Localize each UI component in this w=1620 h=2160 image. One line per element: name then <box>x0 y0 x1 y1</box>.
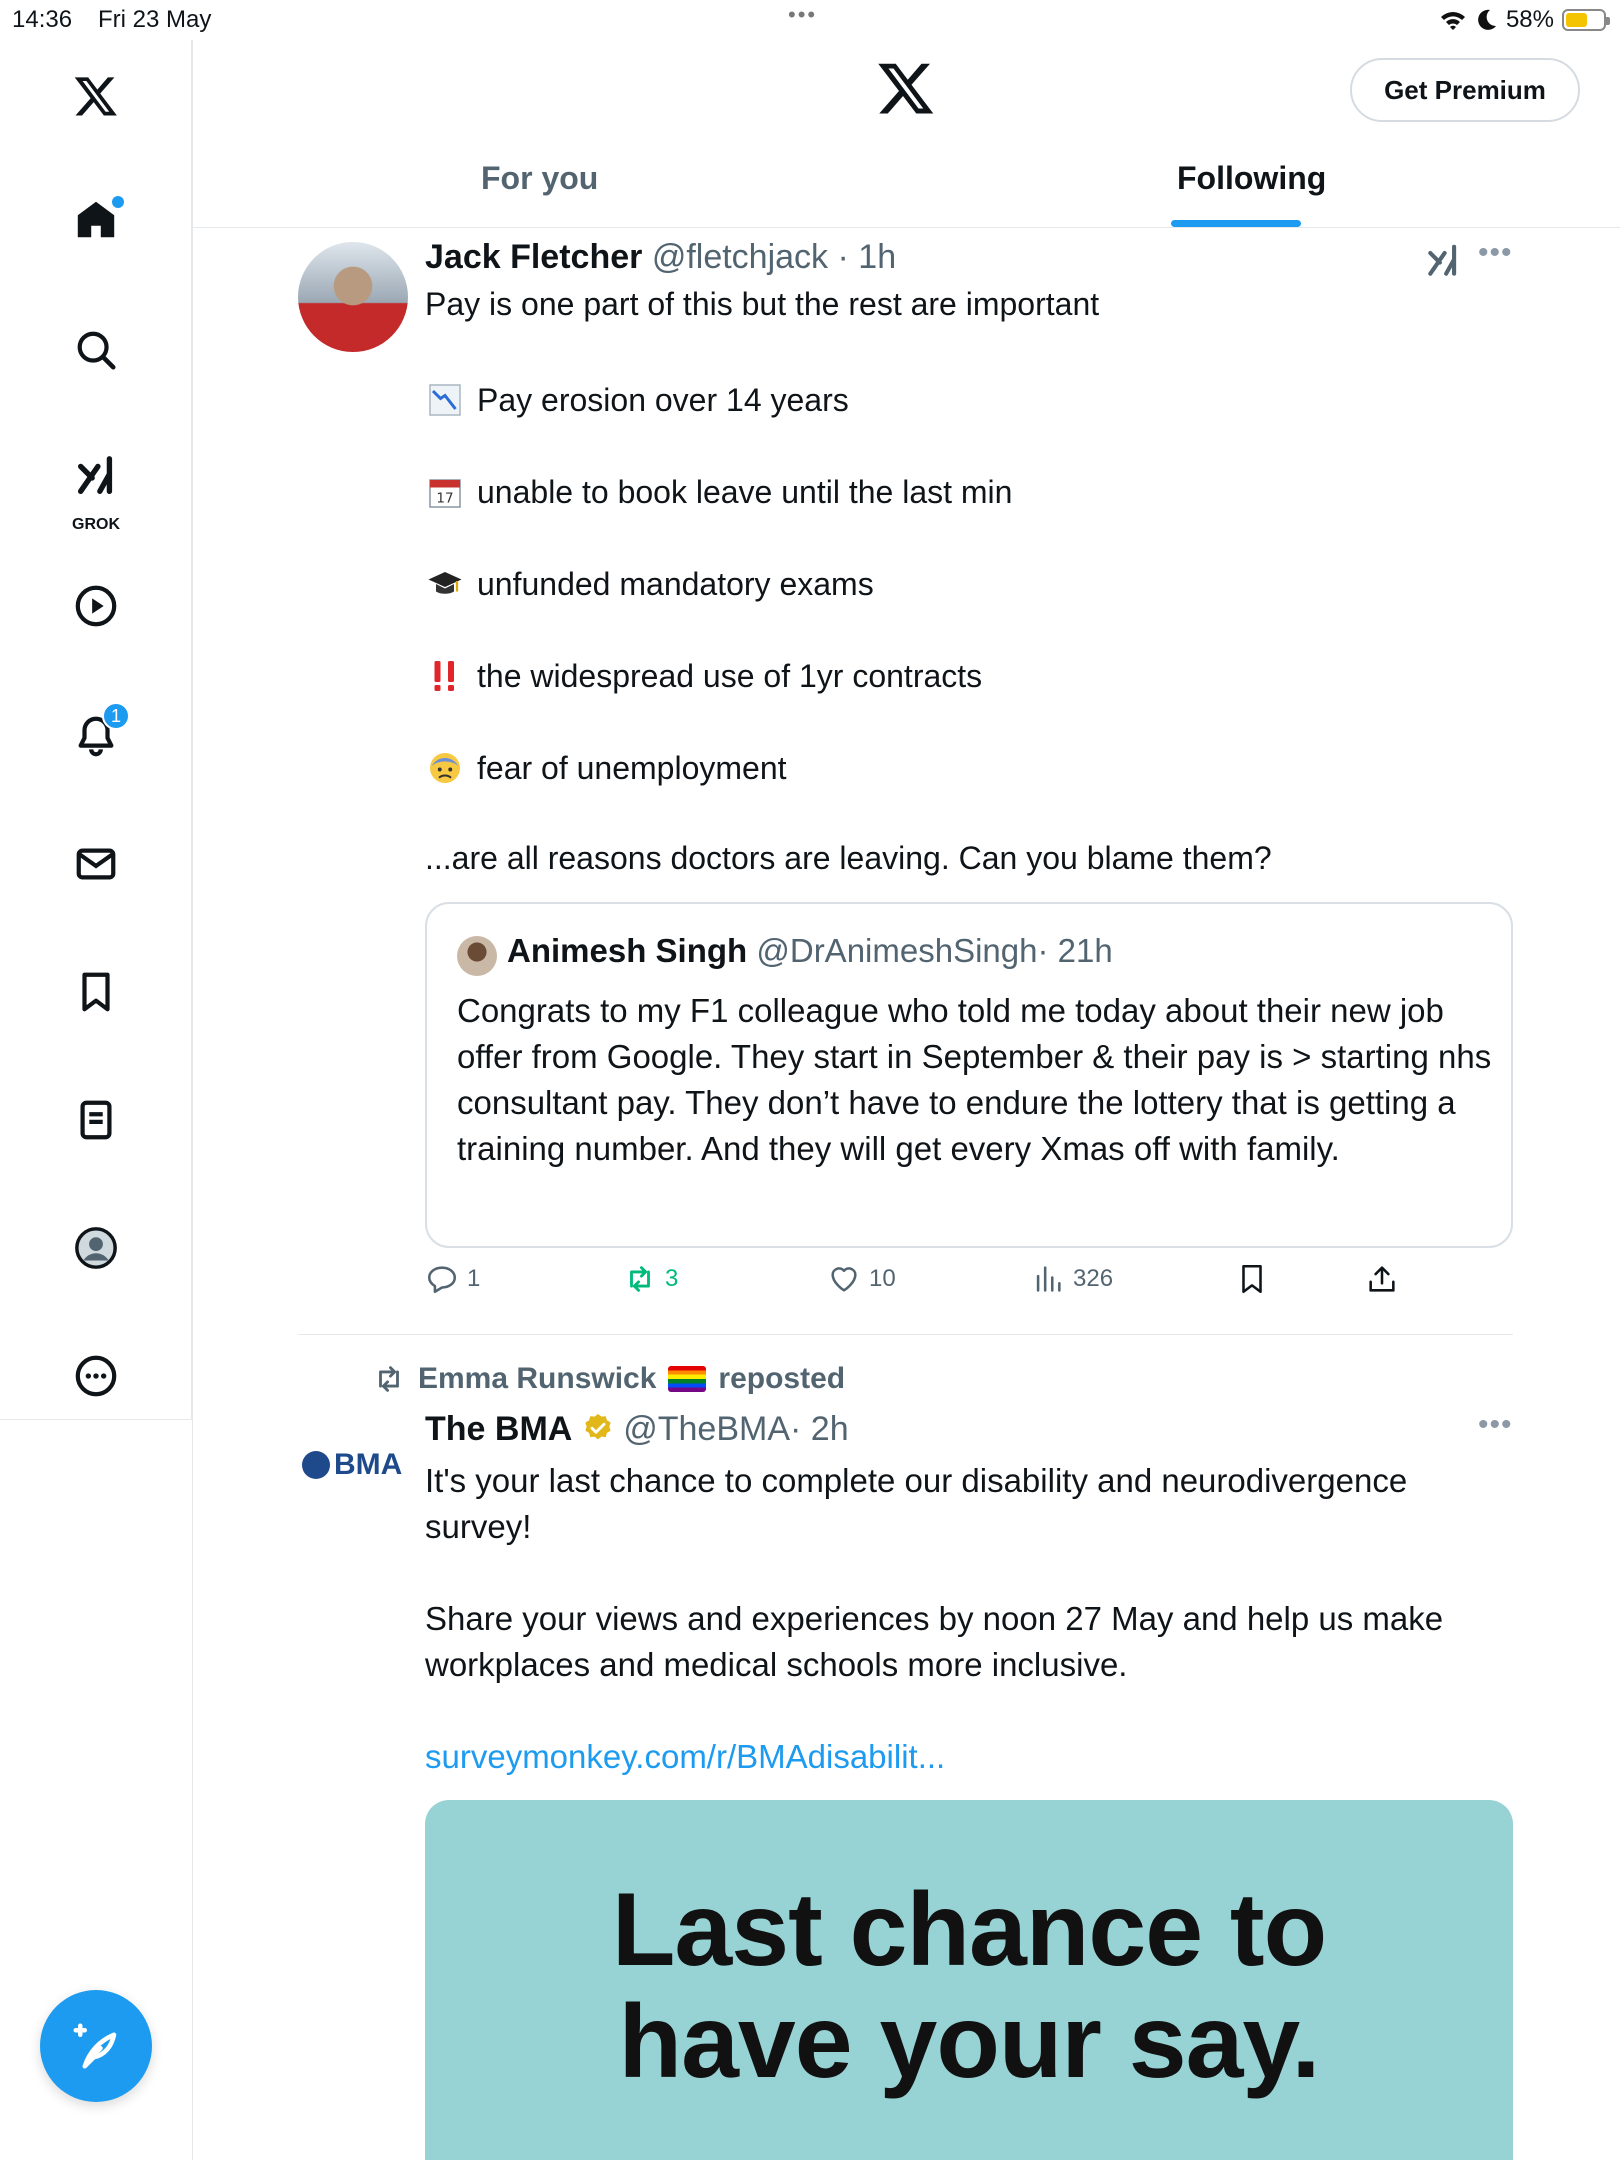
active-tab-indicator <box>1171 220 1301 227</box>
tweet-text: the widespread use of 1yr contracts <box>477 657 983 694</box>
repost-icon <box>623 1262 657 1296</box>
tweet-header <box>425 1410 849 1449</box>
grok-explain-icon[interactable] <box>1424 242 1462 280</box>
author-name[interactable]: Jack Fletcher <box>425 238 643 276</box>
avatar[interactable] <box>302 1448 402 1482</box>
repost-context[interactable] <box>372 1362 845 1396</box>
reply-button[interactable] <box>425 1262 480 1296</box>
tweet-text: It's your last chance to complete our disability and neurodivergence survey! <box>425 1462 1408 1545</box>
sidebar-item-profile[interactable] <box>56 1208 136 1288</box>
bookmark-button[interactable] <box>1235 1262 1269 1296</box>
more-options-icon[interactable]: ••• <box>1478 1408 1513 1441</box>
tweet-text: unable to book leave until the last min <box>477 473 1013 510</box>
tweet-time[interactable]: · 2h <box>790 1410 849 1448</box>
heart-icon <box>827 1262 861 1296</box>
grok-label: GROK <box>72 516 120 533</box>
more-icon <box>73 1353 119 1399</box>
tweet-header <box>425 238 896 277</box>
video-icon <box>73 583 119 629</box>
author-name[interactable]: The BMA <box>425 1410 573 1448</box>
calendar-icon <box>425 472 465 512</box>
views-chart-icon <box>1031 1262 1065 1296</box>
reposted-label: reposted <box>718 1362 846 1395</box>
anxious-face-icon <box>425 748 465 788</box>
quoted-author-handle: @DrAnimeshSingh <box>756 932 1038 969</box>
graduation-cap-icon <box>425 564 465 604</box>
reposter-name: Emma Runswick <box>418 1362 657 1395</box>
author-handle[interactable]: @fletchjack <box>651 238 829 276</box>
like-count: 10 <box>869 1265 896 1292</box>
views-button[interactable] <box>1031 1262 1113 1296</box>
tweet-text-line <box>425 380 849 420</box>
sidebar-item-video[interactable] <box>56 566 136 646</box>
reply-icon <box>425 1262 459 1296</box>
tweet-text-line <box>425 472 1012 512</box>
author-handle[interactable]: @TheBMA <box>623 1410 791 1448</box>
view-count: 326 <box>1073 1265 1114 1292</box>
lists-icon <box>73 1097 119 1143</box>
bookmarks-icon <box>73 969 119 1015</box>
home-unread-dot <box>112 196 124 208</box>
compose-post-button[interactable] <box>40 1990 152 2102</box>
repost-icon <box>372 1362 406 1396</box>
tab-for-you[interactable]: For you <box>481 160 599 196</box>
media-headline <box>425 1874 1513 2098</box>
repost-button[interactable] <box>623 1262 678 1296</box>
tweet-text-line <box>425 656 982 696</box>
sidebar-item-messages[interactable] <box>56 824 136 904</box>
share-button[interactable] <box>1365 1262 1399 1296</box>
status-time: 14:36 <box>12 6 73 33</box>
sidebar-item-x-logo[interactable] <box>56 56 136 136</box>
quoted-tweet-header <box>507 932 1113 970</box>
status-bar <box>0 0 1620 40</box>
tweet-text-line <box>425 564 874 604</box>
survey-link[interactable]: surveymonkey.com/r/BMAdisabilit... <box>425 1738 946 1775</box>
svg-text:17: 17 <box>436 490 454 507</box>
sidebar-item-bookmarks[interactable] <box>56 952 136 1032</box>
status-indicators <box>1438 6 1606 34</box>
grok-icon <box>73 453 119 499</box>
battery-percent: 58% <box>1505 6 1554 33</box>
bma-logo-text: BMA <box>334 1448 403 1481</box>
avatar[interactable] <box>457 936 497 976</box>
tweet-text: fear of unemployment <box>477 749 787 786</box>
sidebar-item-grok[interactable] <box>56 436 136 536</box>
repost-count: 3 <box>665 1265 679 1292</box>
multitasking-dots-icon[interactable]: ••• <box>788 2 818 27</box>
battery-level <box>1566 13 1587 27</box>
media-headline-line: Last chance to <box>611 1872 1327 1988</box>
compose-feather-icon <box>69 2019 123 2073</box>
x-logo-header-icon[interactable] <box>876 58 936 118</box>
tweet-time[interactable]: · 1h <box>837 238 897 276</box>
sidebar-item-notifications[interactable] <box>56 696 136 776</box>
more-options-icon[interactable]: ••• <box>1478 236 1513 269</box>
profile-icon <box>73 1225 119 1271</box>
wifi-icon <box>1438 8 1468 32</box>
double-exclamation-icon <box>425 656 465 696</box>
messages-icon <box>73 841 119 887</box>
quoted-author-name: Animesh Singh <box>507 932 748 969</box>
media-headline-line: have your say. <box>618 1984 1320 2100</box>
tweet-text: Share your views and experiences by noon 27 May and help us make workplaces and medical schools more inclusive. <box>425 1600 1444 1683</box>
chart-decreasing-icon <box>425 380 465 420</box>
timeline-tabs <box>193 150 1620 228</box>
like-button[interactable] <box>827 1262 896 1296</box>
tweet-media-image[interactable] <box>425 1800 1513 2160</box>
sidebar-item-lists[interactable] <box>56 1080 136 1160</box>
tweet-text-line <box>425 748 787 788</box>
tweet-actions-bar <box>425 1262 1425 1310</box>
avatar[interactable] <box>298 242 408 352</box>
moon-icon <box>1476 8 1498 32</box>
bookmark-icon <box>1235 1262 1269 1296</box>
tweet-text: unfunded mandatory exams <box>477 565 874 602</box>
rainbow-flag-icon <box>668 1366 706 1392</box>
battery-icon <box>1562 9 1606 31</box>
sidebar-item-home[interactable] <box>56 180 136 260</box>
notification-count-badge: 1 <box>102 702 130 730</box>
verified-badge-icon <box>582 1412 614 1444</box>
bma-seal-icon <box>302 1451 330 1479</box>
status-date: Fri 23 May <box>98 6 212 33</box>
tab-following[interactable]: Following <box>1177 160 1327 196</box>
quoted-tweet-card[interactable] <box>425 902 1513 1248</box>
sidebar-item-more[interactable] <box>56 1336 136 1416</box>
tweet-divider <box>298 1334 1513 1335</box>
search-icon <box>73 327 119 373</box>
reply-count: 1 <box>467 1265 481 1292</box>
tweet-text: Pay erosion over 14 years <box>477 381 849 418</box>
quoted-tweet-text: Congrats to my F1 colleague who told me today about their new job offer from Google. They start in September & their pay is > starting nhs consultant pay. They don’t have to endure the lottery that is getting a training number. And they will get every Xmas off with family. <box>457 992 1492 1167</box>
tweet-text-line: Pay is one part of this but the rest are important <box>425 286 1100 322</box>
sidebar-divider <box>192 40 193 2160</box>
get-premium-button[interactable]: Get Premium <box>1350 58 1580 122</box>
x-logo-icon <box>73 73 119 119</box>
tweet-text-line: ...are all reasons doctors are leaving. Can you blame them? <box>425 840 1272 876</box>
sidebar-nav <box>0 40 192 1420</box>
sidebar-item-search[interactable] <box>56 310 136 390</box>
share-icon <box>1365 1262 1399 1296</box>
quoted-tweet-time: · 21h <box>1037 932 1113 969</box>
